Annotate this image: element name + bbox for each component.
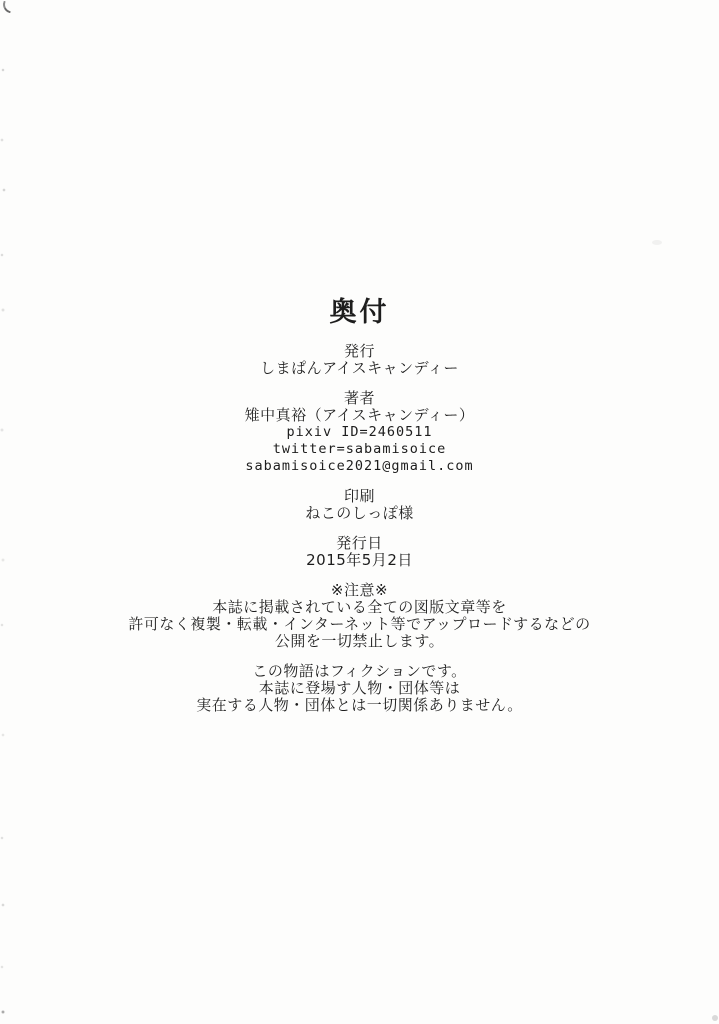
notice-line: 許可なく複製・転載・インターネット等でアップロードするなどの: [128, 615, 591, 633]
disclaimer-line: 本誌に登場す人物・団体等は: [258, 679, 461, 697]
scan-mark-top-left: [1, 1, 14, 14]
author-name: 雉中真裕（アイスキャンディー）: [244, 406, 475, 424]
colophon-content: [0, 296, 719, 727]
notice-section: [0, 582, 719, 650]
printer-label: 印刷: [343, 487, 375, 505]
issue-date-value: 2015年5月2日: [306, 551, 413, 569]
publisher-name: しまぱんアイスキャンディー: [260, 359, 459, 377]
disclaimer-section: [0, 663, 719, 714]
author-label: 著者: [343, 389, 375, 407]
publisher-label: 発行: [343, 342, 375, 360]
notice-heading: ※注意※: [330, 581, 389, 599]
notice-line: 公開を一切禁止します。: [274, 632, 445, 650]
page-title: 奥付: [329, 297, 390, 328]
printer-name: ねこのしっぽ様: [305, 504, 414, 522]
issue-date-label: 発行日: [336, 534, 383, 552]
issue-date-section: [0, 535, 719, 569]
author-email: sabamisoice2021@gmail.com: [245, 458, 474, 474]
disclaimer-line: 実在する人物・団体とは一切関係ありません。: [196, 696, 523, 714]
disclaimer-line: この物語はフィクションです。: [252, 662, 467, 680]
scan-smudge-corner: [712, 1015, 718, 1021]
author-pixiv-id: pixiv ID=2460511: [286, 424, 433, 440]
notice-line: 本誌に掲載されている全ての図版文章等を: [212, 598, 507, 616]
author-section: [0, 390, 719, 475]
scan-smudge: [652, 240, 662, 245]
printer-section: [0, 488, 719, 522]
publisher-section: [0, 343, 719, 377]
author-twitter: twitter=sabamisoice: [272, 441, 447, 457]
